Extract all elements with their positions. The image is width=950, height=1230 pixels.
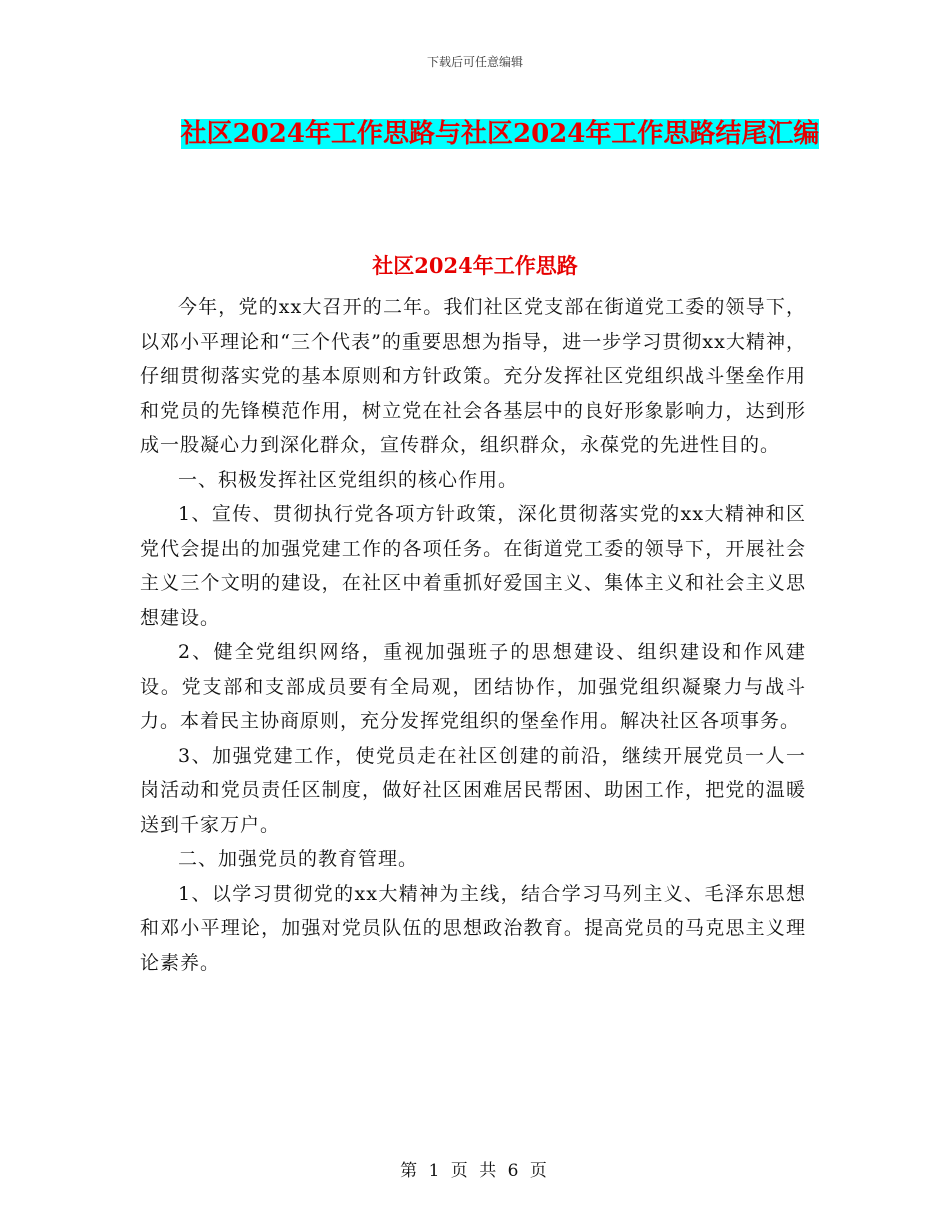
- document-title: [150, 110, 850, 158]
- paragraph: 二、加强党员的教育管理。: [178, 848, 419, 870]
- paragraph: 1、宣传、贯彻执行党各项方针政策，深化贯彻落实党的xx大精神和区党代会提出的加强党建工作的各项任务。在街道党工委的领导下，开展社会主义三个文明的建设，在社区中着重抓好爱国主义、集体主义和社会主义思想建设。: [140, 503, 806, 629]
- paragraph: 一、积极发挥社区党组织的核心作用。: [178, 468, 519, 491]
- document-body: [140, 290, 806, 980]
- paragraph: 2、健全党组织网络，重视加强班子的思想建设、组织建设和作风建设。党支部和支部成员要有全局观，团结协作，加强党组织凝聚力与战斗力。本着民主协商原则，充分发挥党组织的堡垒作用。解决社区各项事务。: [140, 641, 806, 732]
- paragraph: 1、以学习贯彻党的xx大精神为主线，结合学习马列主义、毛泽东思想和邓小平理论，加强对党员队伍的思想政治教育。提高党员的马克思主义理论素养。: [140, 882, 806, 974]
- header-note: 下载后可任意编辑: [426, 55, 523, 69]
- document-title-text: 社区2024年工作思路与社区2024年工作思路结尾汇编: [180, 119, 820, 149]
- page-number-footer: 第 1 页 共 6 页: [400, 1161, 550, 1181]
- paragraph: 今年，党的xx大召开的二年。我们社区党支部在街道党工委的领导下，以邓小平理论和“三个代表”的重要思想为指导，进一步学习贯彻xx大精神，仔细贯彻落实党的基本原则和方针政策。充分发挥社区党组织战斗堡垒作用和党员的先锋模范作用，树立党在社会各基层中的良好形象影响力，达到形成一股凝心力到深化群众，宣传群众，组织群众，永葆党的先进性目的。: [140, 296, 806, 456]
- paragraph: 3、加强党建工作，使党员走在社区创建的前沿，继续开展党员一人一岗活动和党员责任区制度，做好社区困难居民帮困、助困工作，把党的温暖送到千家万户。: [140, 744, 806, 836]
- section-title: 社区2024年工作思路: [372, 253, 578, 278]
